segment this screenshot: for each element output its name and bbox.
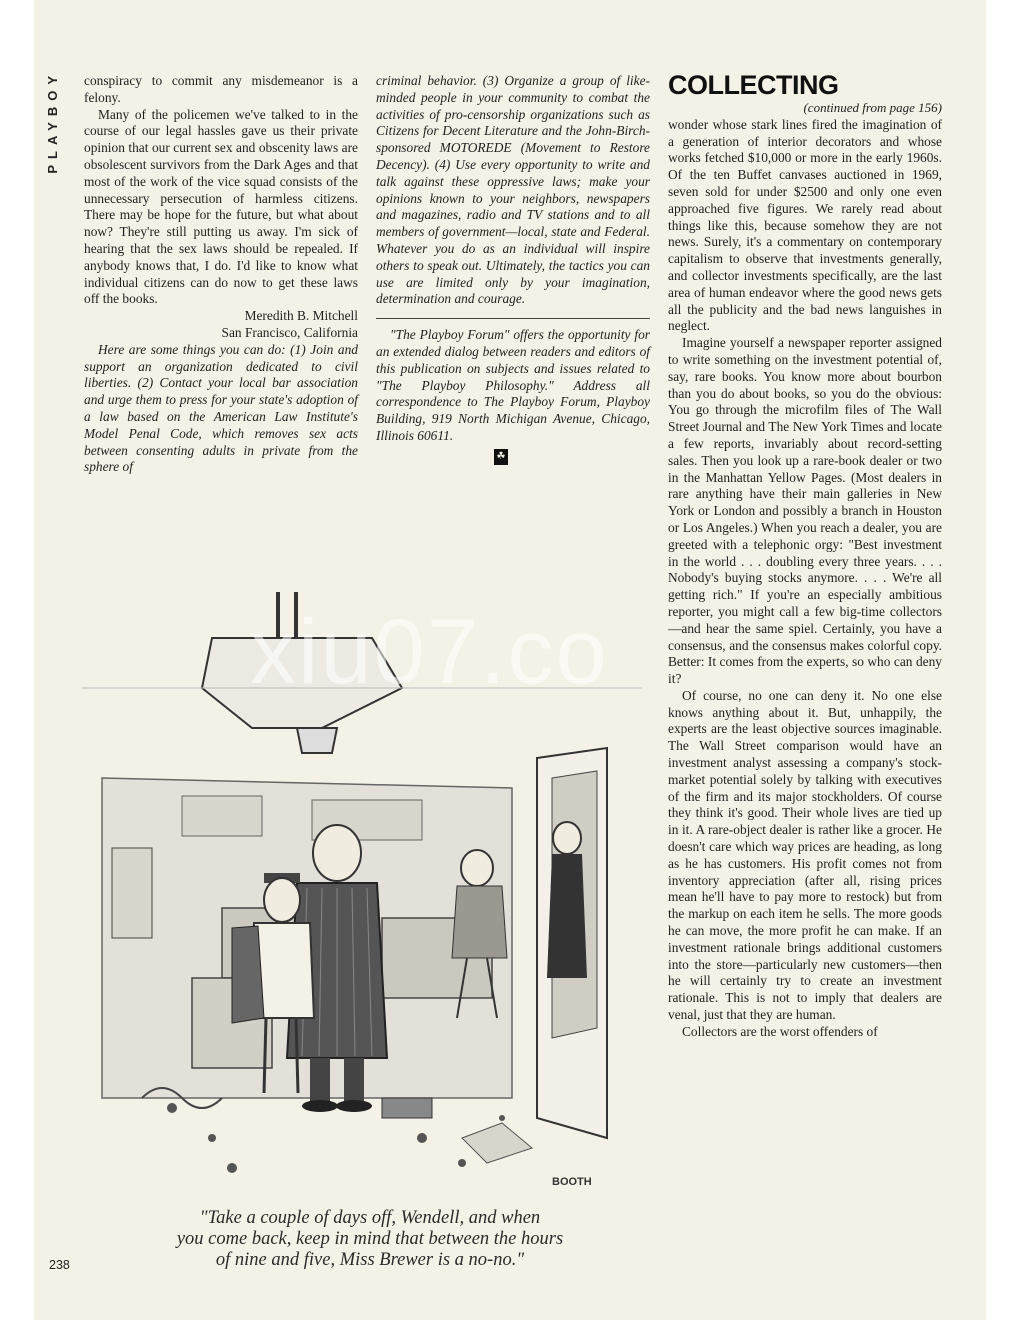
editor-reply-continued: criminal behavior. (3) Organize a group of like-minded people in your community to combat the activities of pro-censorship organizations such as Citizens for Decent Literature and the John-Birch-sponsored MOTOREDE (Movement to Restore Decency). (4) Use every opportunity to write and talk against these oppressive laws; make your opinions known to your neighbors, newspapers and magazines, radio and TV stations and to all members of government—local, state and Federal. Whatever you do as an individual will inspire others to speak out. Ultimately, the tactics you can use are limited only by your imagination, determination and courage. — [376, 73, 650, 307]
continued-note: (continued from page 156) — [803, 100, 942, 115]
article-paragraph: Imagine yourself a newspaper reporter assigned to write something on the investment potential of, say, rare books. You know more about bourbon than you do about books, so you do the obvious: You go through the microfilm files of The Wall Street Journal and The New York Times and locate a few reports, invariably about record-setting sales. Then you look up a rare-book dealer or two in the Manhattan Yellow Pages. (Most dealers in rare anything have their main galleries in New York or London and possibly a branch in Houston or Los Angeles.) When you reach a dealer, you are greeted with a telephonic orgy: "Best investment in the world . . . doubling every three years. . . . Nobody's buying stocks anymore. . . . We're all getting rich." If you're an especially ambitious reporter, you might call a few big-time collectors—and hear the same spiel. Certainly, you have a consensus, and the consensus makes colorful copy. Better: It comes from the experts, so who can deny it? — [668, 335, 942, 687]
caption-line: of nine and five, Miss Brewer is a no-no." — [215, 1250, 525, 1270]
cartoonist-signature: BOOTH — [552, 1176, 592, 1188]
page-number: 238 — [49, 1258, 70, 1272]
forum-column-2 — [376, 73, 650, 465]
cartoon-drawing — [82, 578, 650, 1198]
section-divider — [376, 318, 650, 319]
collecting-column — [668, 70, 942, 1041]
article-paragraph: wonder whose stark lines fired the imagination of a generation of interior decorators and whose works fetched $10,000 or more in the early 1960s. Of the ten Buffet canvases auctioned in 1969, seven sold for under $2500 and only one even approached five figures. We rarely read about things like this, because somehow they are not news. Surely, it's a commentary on contemporary capitalism to observe that investments generally, and collector investments specifically, are the last area of human endeavor where the good news gets all the publicity and the bad news languishes in neglect. — [668, 116, 942, 334]
article-paragraph: Collectors are the worst offenders of — [682, 1023, 878, 1039]
magazine-side-label: PLAYBOY — [45, 70, 60, 174]
forum-notice: "The Playboy Forum" offers the opportunity for an extended dialog between readers and editors of this publication on subjects and issues related to "The Playboy Philosophy." Address all correspondence to The Playboy Forum, Playboy Building, 919 North Michigan Avenue, Chicago, Illinois 60611. — [376, 327, 650, 443]
watermark-text: xiu07.co — [250, 601, 609, 703]
letter-signature-name: Meredith B. Mitchell — [244, 308, 358, 324]
article-heading: COLLECTING — [668, 70, 839, 100]
letter-signature-place: San Francisco, California — [221, 324, 358, 340]
bunny-logo-icon: ☘ — [494, 449, 508, 465]
cartoon-caption — [110, 1208, 630, 1271]
forum-column-1 — [84, 73, 358, 476]
cartoon-illustration — [82, 578, 650, 1198]
editor-reply: Here are some things you can do: (1) Join and support an organization dedicated to civil liberties. (2) Contact your local bar association and urge them to press for your state's adoption of a law based on the American Law Institute's Model Penal Code, which removes sex acts between consenting adults in private from the sphere of — [84, 341, 358, 475]
caption-line: "Take a couple of days off, Wendell, and when — [199, 1208, 541, 1228]
letter-paragraph: conspiracy to commit any misdemeanor is a felony. — [84, 73, 358, 105]
letter-paragraph: Many of the policemen we've talked to in the course of our legal hassles gave us their private opinion that our current sex and obscenity laws are obsolescent survivors from the Dark Ages and that most of the work of the vice squad consists of the unnecessary persecution of harmless citizens. There may be hope for the future, but what about now? They're still putting us away. I'm sick of hearing that the sex laws should be repealed. If anybody knows that, I do. I'd like to know what individual citizens can do now to get these laws off the books. — [84, 106, 358, 307]
caption-line: you come back, keep in mind that between the hours — [176, 1229, 564, 1249]
article-paragraph: Of course, no one can deny it. No one else knows anything about it. But, unhappily, the experts are the least objective sources imaginable. The Wall Street comparison would have an investment analyst assessing a company's stock-market potential solely by talking with executives of the firm and its major stockholders. Of course they think it's good. Their whole lives are tied up in it. A rare-object dealer is rather like a grocer. He doesn't care which way prices are heading, as long as he has customers. His profit comes not from inventory appreciation (after all, rising prices mean he'll have to pay more to restock) but from the markup on each item he sells. The more goods he can move, the more profit he can make. If an investment rationale brings additional customers into the store—particularly new customers—then he will certainly try to create an investment rationale. This is not to imply that dealers are venal, just that they are human. — [668, 687, 942, 1023]
